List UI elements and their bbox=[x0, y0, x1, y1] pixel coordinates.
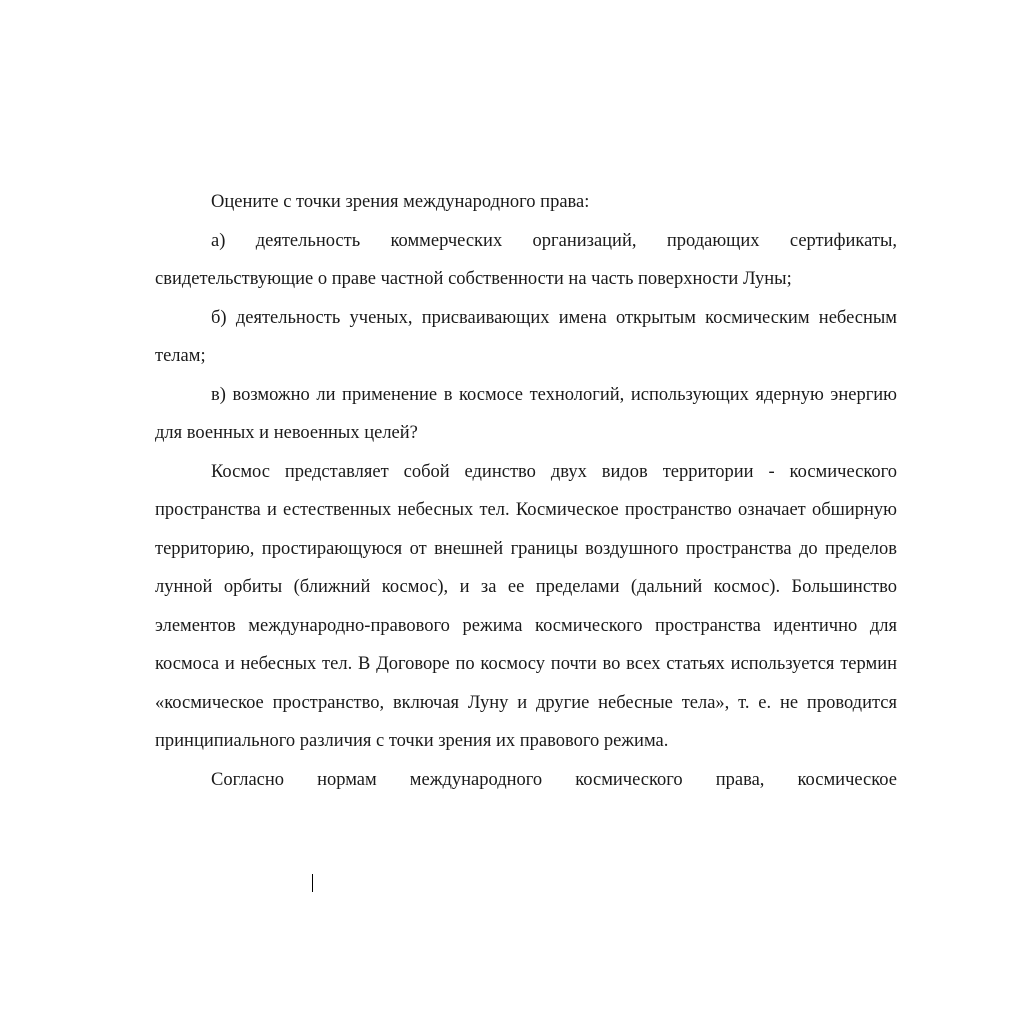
paragraph-item-a: а) деятельность коммерческих организаций, продающих сертификаты, свидетельствующие о праве частной собственности на часть поверхности Луны; bbox=[155, 230, 897, 289]
paragraph-space-law-clipped: Согласно нормам международного космического права, космическое bbox=[211, 769, 897, 790]
paragraph-cosmos-definition: Космос представляет собой единство двух видов территории - космического пространства и естественных небесных тел. Космическое пространство означает обширную территорию, простирающуюся от внешней границы воздушного пространства до пределов лунной орбиты (ближний космос), и за ее пределами (дальний космос). Большинство элементов международно-правового режима космического пространства идентично для космоса и небесных тел. В Договоре по космосу почти во всех статьях используется термин «космическое пространство, включая Луну и другие небесные тела», т. е. не проводится принципиального различия с точки зрения их правового режима. bbox=[155, 461, 897, 751]
paragraph-item-c: в) возможно ли применение в космосе технологий, использующих ядерную энергию для военных и невоенных целей? bbox=[155, 384, 897, 443]
document-body[interactable] bbox=[155, 183, 897, 891]
paragraph-question: Оцените с точки зрения международного права: bbox=[211, 192, 590, 212]
text-cursor bbox=[312, 874, 313, 892]
paragraph-item-b: б) деятельность ученых, присваивающих имена открытым космическим небесным телам; bbox=[155, 307, 897, 366]
